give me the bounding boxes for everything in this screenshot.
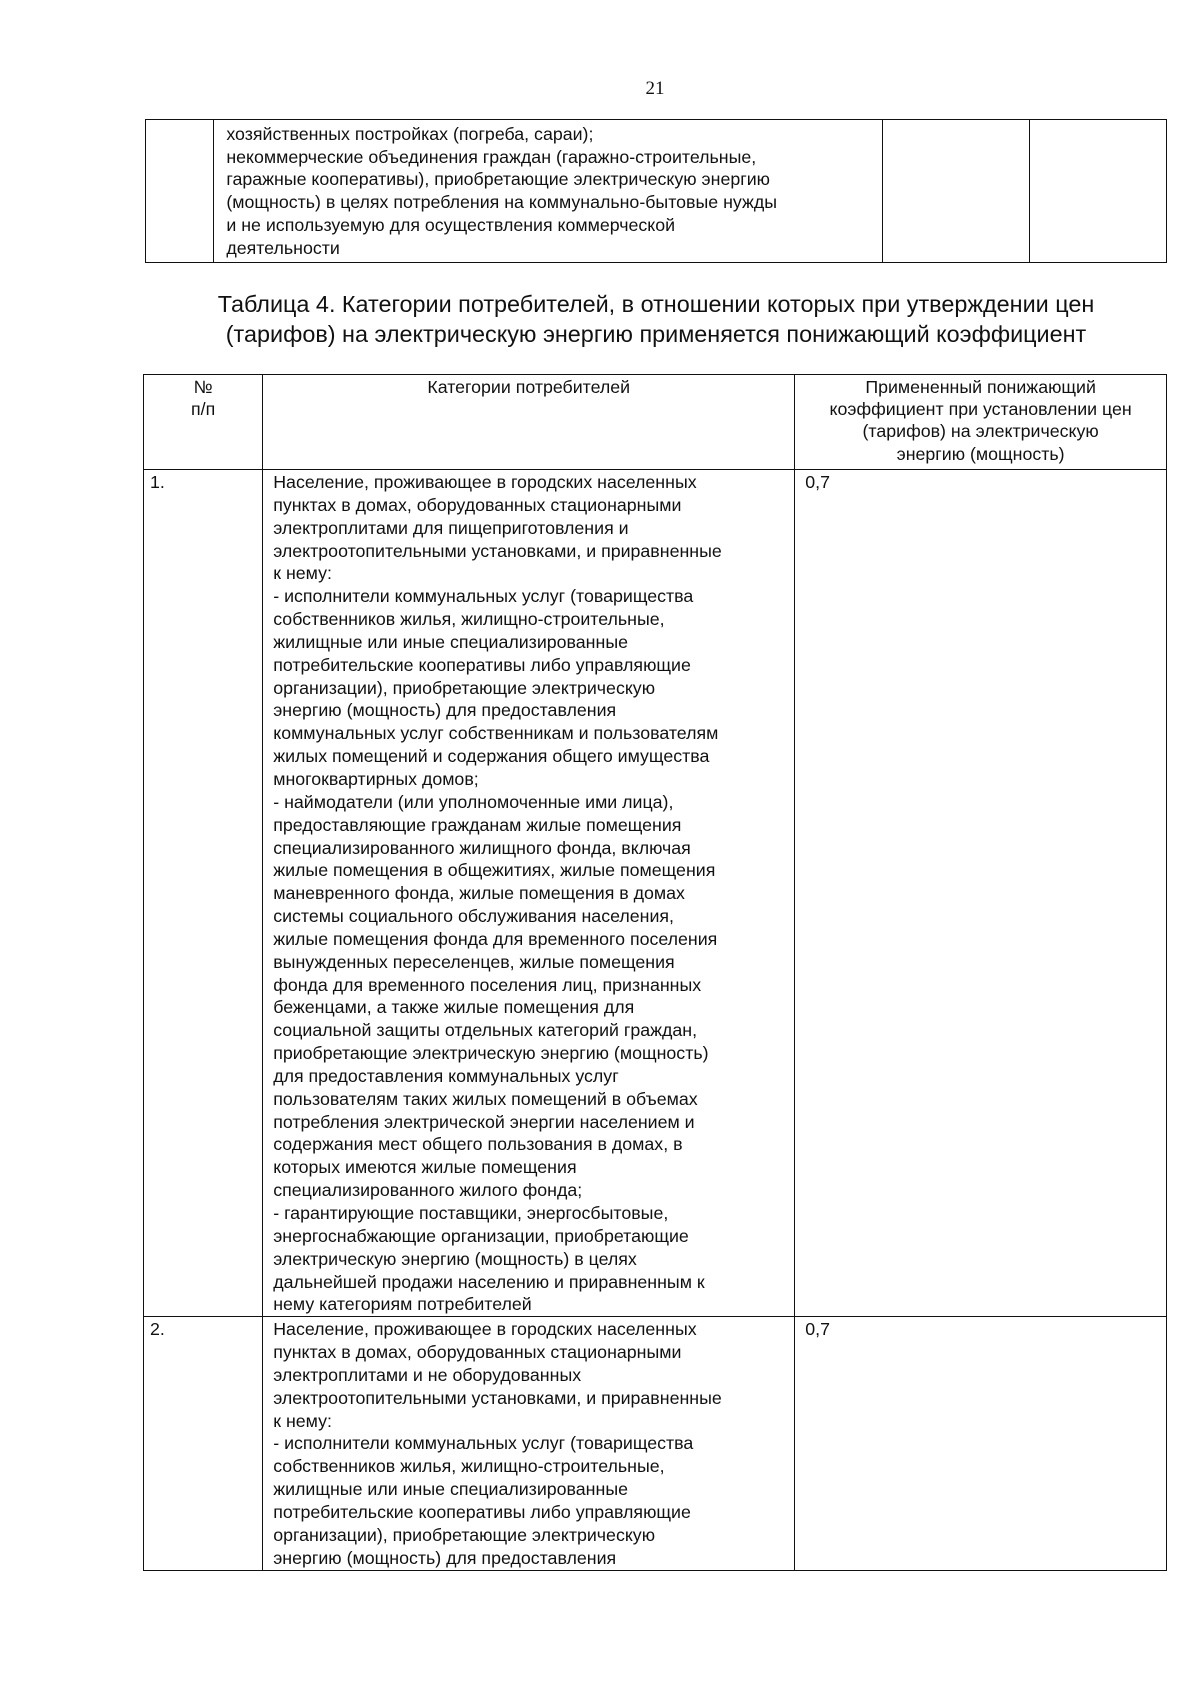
continuation-line: некоммерческие объединения граждан (гаражно-строительные, <box>226 146 757 167</box>
category-line: к нему: <box>273 1410 332 1431</box>
header-coef-line: (тарифов) на электрическую <box>862 421 1099 442</box>
category-line: беженцами, а также жилые помещения для <box>273 997 635 1018</box>
header-category: Категории потребителей <box>263 375 795 470</box>
row-coefficient: 0,7 <box>795 1317 1167 1570</box>
category-line: энергоснабжающие организации, приобретающие <box>273 1225 689 1246</box>
category-line: жилых помещений и содержания общего имущества <box>273 746 710 767</box>
category-line: нему категориям потребителей <box>273 1294 532 1315</box>
continuation-num-cell <box>146 120 214 263</box>
category-line: пользователям таких жилых помещений в объемах <box>273 1088 698 1109</box>
category-line: пунктах в домах, оборудованных стационарными <box>273 1342 682 1363</box>
header-coefficient <box>795 375 1167 470</box>
header-coef-line: энергию (мощность) <box>896 443 1065 464</box>
category-line: электрическую энергию (мощность) в целях <box>273 1248 637 1269</box>
continuation-line: (мощность) в целях потребления на коммунально-бытовые нужды <box>226 192 778 213</box>
header-coef-line: Примененный понижающий <box>865 377 1096 397</box>
category-line: жилые помещения в общежитиях, жилые помещения <box>273 860 716 881</box>
category-line: собственников жилья, жилищно-строительные, <box>273 1456 665 1477</box>
table-row <box>146 120 1167 263</box>
row-category <box>263 1317 795 1570</box>
category-line: для предоставления коммунальных услуг <box>273 1065 619 1086</box>
category-line: потребления электрической энергии населением и <box>273 1111 695 1132</box>
table-row <box>144 1317 1167 1570</box>
category-line: коммунальных услуг собственникам и пользователям <box>273 723 719 744</box>
category-line: пунктах в домах, оборудованных стационарными <box>273 494 682 515</box>
table-row <box>144 470 1167 1317</box>
category-line: социальной защиты отдельных категорий граждан, <box>273 1020 698 1041</box>
category-line: Население, проживающее в городских населенных <box>273 1319 697 1340</box>
category-line: энергию (мощность) для предоставления <box>273 1547 617 1568</box>
category-line: электроотопительными установками, и приравненные <box>273 1387 722 1408</box>
continuation-line: гаражные кооперативы), приобретающие электрическую энергию <box>226 169 770 190</box>
row-number: 2. <box>144 1317 263 1570</box>
continuation-empty-cell <box>1030 120 1167 263</box>
header-coef-line: коэффициент при установлении цен <box>829 399 1132 420</box>
continuation-line: и не используемую для осуществления коммерческой <box>226 214 676 235</box>
category-line: собственников жилья, жилищно-строительные, <box>273 609 665 630</box>
category-line: специализированного жилого фонда; <box>273 1180 583 1201</box>
continuation-table <box>145 119 1167 263</box>
consumer-categories-table <box>143 374 1167 1571</box>
category-line: жилищные или иные специализированные <box>273 1479 628 1500</box>
category-line: организации), приобретающие электрическую <box>273 677 656 698</box>
continuation-line: деятельности <box>226 237 340 258</box>
category-line: вынужденных переселенцев, жилые помещения <box>273 951 675 972</box>
continuation-line: хозяйственных постройках (погреба, сараи); <box>226 124 594 144</box>
header-num-label: п/п <box>191 399 216 420</box>
category-line: дальнейшей продажи населению и приравненным к <box>273 1271 705 1292</box>
category-line: потребительские кооперативы либо управляющие <box>273 1501 691 1522</box>
category-line: приобретающие электрическую энергию (мощность) <box>273 1043 709 1064</box>
table-title-line: (тарифов) на электрическую энергию применяется понижающий коэффициент <box>225 321 1087 347</box>
category-line: организации), приобретающие электрическую <box>273 1524 656 1545</box>
category-line: - исполнители коммунальных услуг (товарищества <box>273 1433 694 1454</box>
category-line: электроплитами и не оборудованных <box>273 1364 582 1385</box>
category-line: жилищные или иные специализированные <box>273 631 628 652</box>
table-title <box>145 289 1167 349</box>
category-line: электроплитами для пищеприготовления и <box>273 517 629 538</box>
continuation-empty-cell <box>882 120 1029 263</box>
row-number: 1. <box>144 470 263 1317</box>
continuation-text-cell <box>214 120 883 263</box>
category-line: специализированного жилищного фонда, включая <box>273 837 691 858</box>
category-line: жилые помещения фонда для временного поселения <box>273 928 718 949</box>
category-line: электроотопительными установками, и приравненные <box>273 540 722 561</box>
category-line: - наймодатели (или уполномоченные ими лица), <box>273 791 674 812</box>
category-line: маневренного фонда, жилые помещения в домах <box>273 883 685 904</box>
header-num <box>144 375 263 470</box>
category-line: потребительские кооперативы либо управляющие <box>273 654 691 675</box>
table-header-row <box>144 375 1167 470</box>
category-line: которых имеются жилые помещения <box>273 1157 577 1178</box>
header-num-symbol: № <box>193 377 213 397</box>
category-line: системы социального обслуживания населения, <box>273 906 674 927</box>
category-line: предоставляющие гражданам жилые помещения <box>273 814 682 835</box>
row-category <box>263 470 795 1317</box>
table-title-line: Таблица 4. Категории потребителей, в отношении которых при утверждении цен <box>217 291 1095 317</box>
category-line: энергию (мощность) для предоставления <box>273 700 617 721</box>
category-line: содержания мест общего пользования в домах, в <box>273 1134 683 1155</box>
category-line: фонда для временного поселения лиц, признанных <box>273 974 702 995</box>
category-line: Население, проживающее в городских населенных <box>273 472 697 492</box>
category-line: - гарантирующие поставщики, энергосбытовые, <box>273 1203 669 1223</box>
category-line: многоквартирных домов; <box>273 768 479 789</box>
category-line: - исполнители коммунальных услуг (товарищества <box>273 586 694 607</box>
row-coefficient: 0,7 <box>795 470 1167 1317</box>
page-number: 21 <box>645 78 665 99</box>
category-line: к нему: <box>273 563 332 584</box>
